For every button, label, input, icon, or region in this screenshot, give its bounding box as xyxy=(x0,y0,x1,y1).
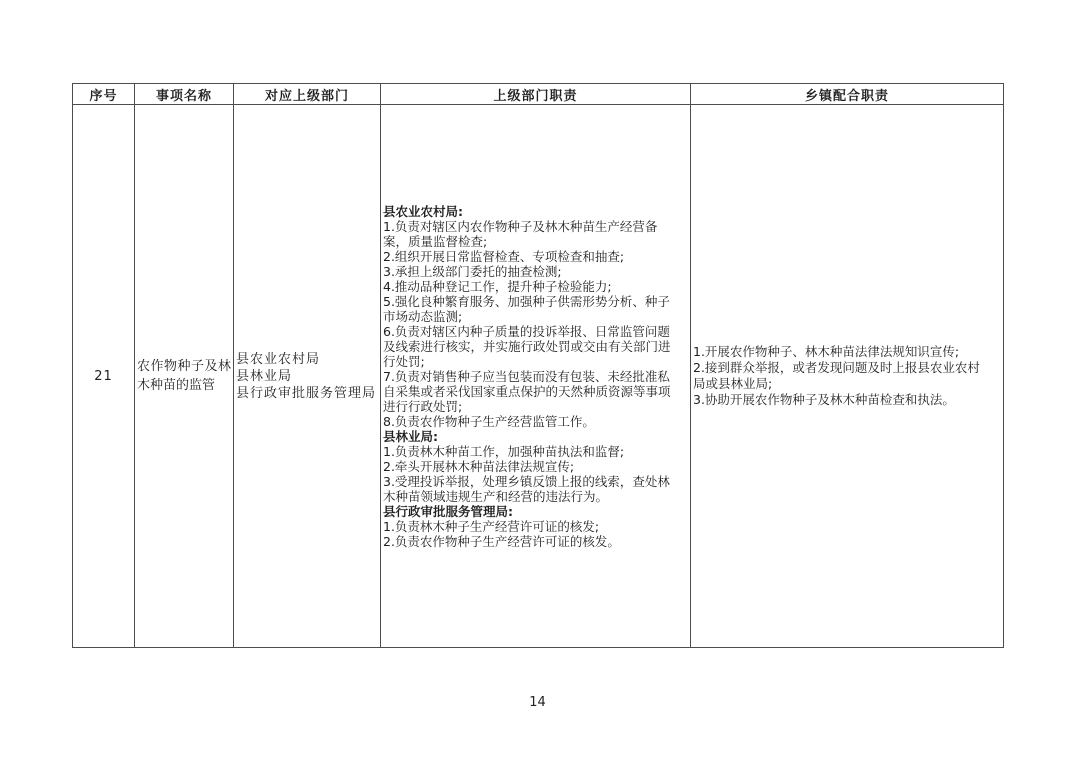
text-line: 县林业局: xyxy=(383,428,438,444)
text-line: 1.负责对辖区内农作物种子及林木种苗生产经营备 xyxy=(383,218,658,234)
text-line: 行处罚; xyxy=(383,353,425,369)
responsibility-table xyxy=(72,83,1004,648)
text-line: 1.负责林木种子生产经营许可证的核发; xyxy=(383,518,600,534)
text-line: 3.受理投诉举报，处理乡镇反馈上报的线索，查处林 xyxy=(383,473,670,489)
text-line: 2.牵头开展林木种苗法律法规宣传; xyxy=(383,458,575,474)
item-name-text: 农作物种子及林木种苗的监管 xyxy=(137,359,231,393)
text-line: 市场动态监测; xyxy=(383,308,463,324)
text-line: 县行政审批服务管理局: xyxy=(383,503,513,519)
text-line: 县行政审批服务管理局 xyxy=(236,385,377,401)
text-line: 8.负责农作物种子生产经营监管工作。 xyxy=(383,413,595,429)
text-line: 7.负责对销售种子应当包装而没有包装、未经批准私 xyxy=(383,368,670,384)
text-line: 自采集或者采伐国家重点保护的天然种质资源等事项 xyxy=(383,383,671,399)
table-row xyxy=(73,105,1004,648)
text-line: 1.开展农作物种子、林木种苗法律法规知识宣传; xyxy=(693,344,960,359)
cell-superior-duties xyxy=(381,105,691,648)
text-line: 2.组织开展日常监督检查、专项检查和抽查; xyxy=(383,248,625,264)
text-line: 县林业局 xyxy=(236,368,293,384)
text-line: 进行行政处罚; xyxy=(383,398,463,414)
text-line: 案，质量监督检查; xyxy=(383,233,488,249)
text-line: 4.推动品种登记工作，提升种子检验能力; xyxy=(383,278,612,294)
header-sequence-number: 序号 xyxy=(73,84,135,105)
text-line: 局或县林业局; xyxy=(693,376,773,391)
text-line: 6.负责对辖区内种子质量的投诉举报、日常监管问题 xyxy=(383,323,670,339)
text-line: 3.承担上级部门委托的抽查检测; xyxy=(383,263,562,279)
text-line: 3.协助开展农作物种子及林木种苗检查和执法。 xyxy=(693,392,955,407)
cell-township-duties xyxy=(691,105,1004,648)
text-line: 及线索进行核实，并实施行政处罚或交由有关部门进 xyxy=(383,338,671,354)
text-line: 2.接到群众举报，或者发现问题及时上报县农业农村 xyxy=(693,360,980,375)
cell-departments xyxy=(234,105,381,648)
text-line: 2.负责农作物种子生产经营许可证的核发。 xyxy=(383,533,620,549)
cell-item-name xyxy=(135,105,234,648)
header-corresponding-department: 对应上级部门 xyxy=(234,84,381,105)
header-township-duties: 乡镇配合职责 xyxy=(691,84,1004,105)
cell-sequence-number: 21 xyxy=(73,105,135,648)
header-superior-duties: 上级部门职责 xyxy=(381,84,691,105)
text-line: 5.强化良种繁育服务、加强种子供需形势分析、种子 xyxy=(383,293,670,309)
table-header-row xyxy=(73,84,1004,105)
text-line: 木种苗领域违规生产和经营的违法行为。 xyxy=(383,488,609,504)
text-line: 县农业农村局: xyxy=(383,203,463,219)
header-item-name: 事项名称 xyxy=(135,84,234,105)
text-line: 县农业农村局 xyxy=(236,351,321,367)
text-line: 1.负责林木种苗工作，加强种苗执法和监督; xyxy=(383,443,625,459)
page-number: 14 xyxy=(529,695,546,710)
